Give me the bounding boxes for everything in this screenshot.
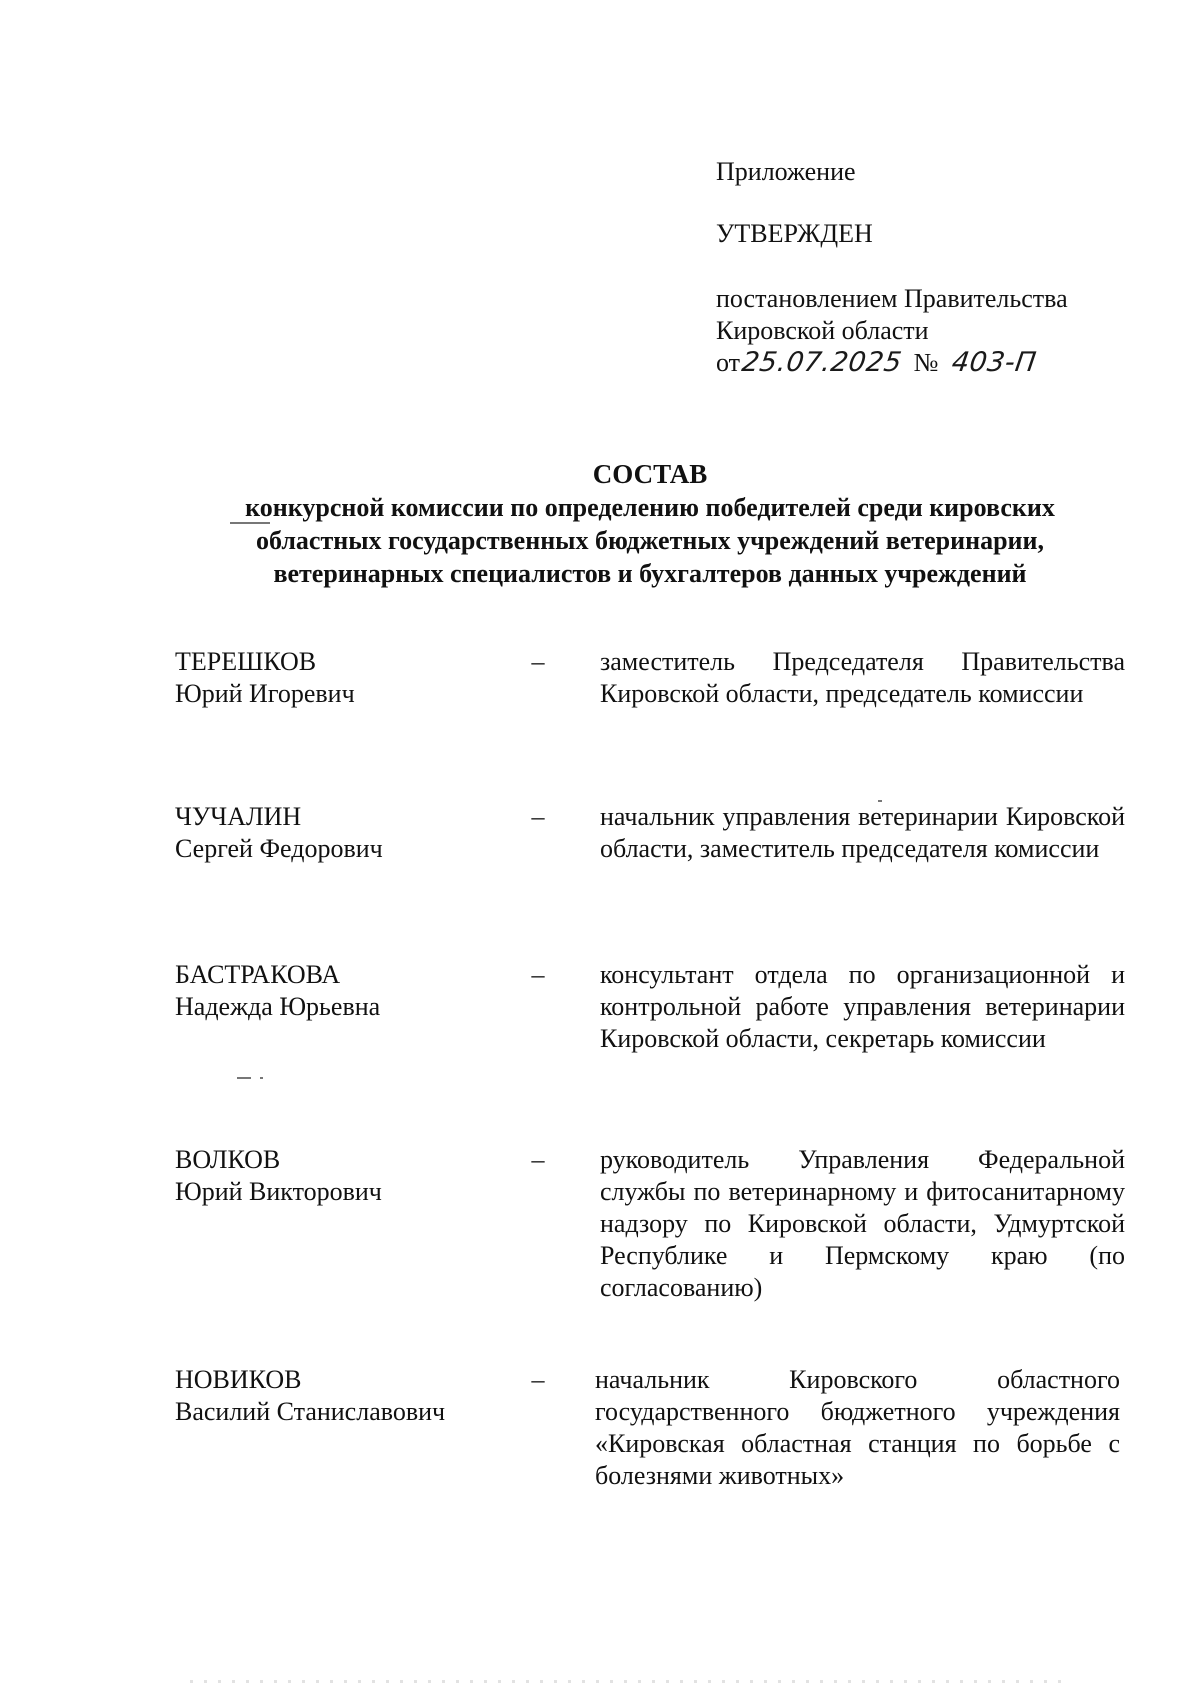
title-line-2: областных государственных бюджетных учреждений ветеринарии, [255,526,1045,555]
member-dash: – [531,1365,545,1394]
member-given-names: Сергей Федорович [175,834,383,863]
handwritten-number: 403-П [950,347,1039,378]
member-role: начальник управления ветеринарии Кировской области, заместитель председателя комиссии [600,802,1125,863]
member-surname: ЧУЧАЛИН [175,802,302,831]
document-title [150,458,1150,590]
number-sign: № [913,348,939,377]
member-given-names: Юрий Викторович [175,1177,382,1206]
member-surname: ТЕРЕШКОВ [175,647,317,676]
member-dash: – [531,1145,545,1174]
scan-artifact [260,1077,263,1079]
member-surname: ВОЛКОВ [175,1145,281,1174]
member-role: начальник Кировского областного государственного бюджетного учреждения «Кировская областная станция по борьбе с болезнями животных» [595,1365,1120,1490]
member-role: заместитель Председателя Правительства Кировской области, председатель комиссии [600,647,1125,708]
member-given-names: Юрий Игоревич [175,679,355,708]
member-surname: БАСТРАКОВА [175,960,341,989]
member-dash: – [531,960,545,989]
appendix-label: Приложение [716,157,856,186]
member-dash: – [531,802,545,831]
scan-artifact [878,800,882,802]
member-name [175,1364,515,1428]
title-line-1: конкурсной комиссии по определению победителей среди кировских [245,493,1055,522]
handwritten-date: 25.07.2025 [739,347,904,378]
scan-artifact [230,522,270,524]
resolution-date-line [716,347,1136,379]
member-name [175,959,515,1023]
resolution-line-2: Кировской области [716,316,929,345]
member-surname: НОВИКОВ [175,1365,302,1394]
member-given-names: Надежда Юрьевна [175,992,381,1021]
member-given-names: Василий Станиславович [175,1397,446,1426]
from-prefix: от [716,348,741,377]
member-dash: – [531,647,545,676]
approval-block [716,156,1136,379]
scan-artifact-bottom [190,1680,1070,1683]
title-line-3: ветеринарных специалистов и бухгалтеров данных учреждений [273,559,1027,588]
member-name [175,1144,515,1208]
member-name [175,646,515,710]
approved-label: УТВЕРЖДЕН [716,219,873,248]
resolution-line-1: постановлением Правительства [716,284,1068,313]
member-role: руководитель Управления Федеральной службы по ветеринарному и фитосанитарному надзору по Кировской области, Удмуртской Республике и Пермскому краю (по согласованию) [600,1145,1125,1302]
member-name [175,801,515,865]
scan-artifact [237,1077,251,1079]
title-heading: СОСТАВ [592,459,708,489]
member-role: консультант отдела по организационной и контрольной работе управления ветеринарии Кировской области, секретарь комиссии [600,960,1125,1053]
